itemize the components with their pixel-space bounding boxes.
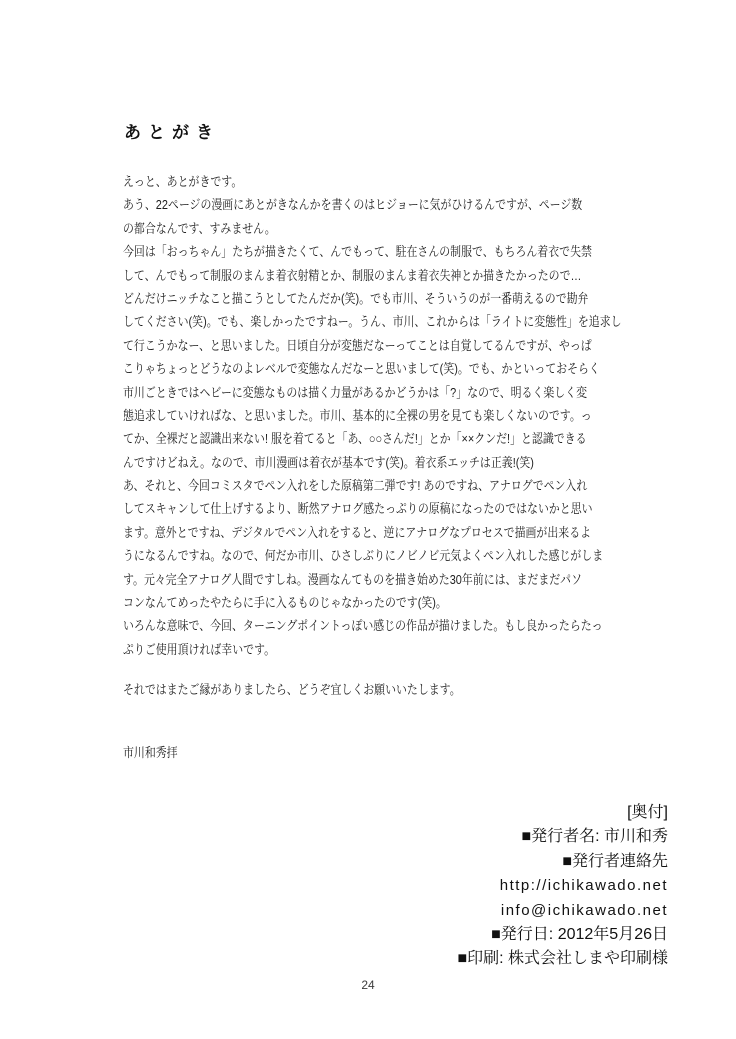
afterword-line: どんだけニッチなこと描こうとしてたんだか(笑)。でも市川、そういうのが一番萌えるので勘弁 bbox=[123, 290, 589, 306]
publisher-name: ■発行者名: 市川和秀 bbox=[521, 828, 668, 846]
afterword-text-block bbox=[123, 170, 644, 764]
afterword-line: 市川ごときではヘビーに変態なものは描く力量があるかどうかは「?」なので、明るく楽しく変 bbox=[123, 384, 588, 400]
afterword-line: 今回は「おっちゃん」たちが描きたくて、んでもって、駐在さんの制服で、もちろん着衣で失禁 bbox=[123, 244, 592, 260]
afterword-line: ぷりご使用頂ければ幸いです。 bbox=[123, 641, 276, 657]
afterword-line: えっと、あとがきです。 bbox=[123, 174, 243, 189]
afterword-line: うになるんですね。なので、何だか市川、ひさしぶりにノビノビ元気よくペン入れした感じがしま bbox=[123, 548, 604, 564]
website-url: http://ichikawado.net bbox=[499, 877, 668, 895]
afterword-line: あう、22ページの漫画にあとがきなんかを書くのはヒジョーに気がひけるんですが、ページ数 bbox=[123, 197, 583, 213]
colophon-heading: [奥付] bbox=[627, 804, 668, 821]
closing-line: それではまたご縁がありましたら、どうぞ宜しくお願いいたします。 bbox=[123, 682, 461, 698]
email-address: info@ichikawado.net bbox=[500, 901, 668, 919]
signature: 市川和秀拝 bbox=[123, 744, 178, 760]
publisher-contact-label: ■発行者連絡先 bbox=[562, 852, 668, 870]
afterword-line: てか、全裸だと認識出来ない! 服を着てると「あ、○○さんだ!」とか「××クンだ!」と認識できる bbox=[123, 431, 587, 447]
afterword-body bbox=[123, 170, 644, 661]
afterword-line: す。元々完全アナログ人間ですしね。漫画なんてものを描き始めた30年前には、まだまだパソ bbox=[123, 571, 582, 587]
afterword-line: してスキャンして仕上げするより、断然アナログ感たっぷりの原稿になったのではないかと思い bbox=[123, 501, 593, 517]
page-number: 24 bbox=[361, 978, 375, 992]
afterword-line: いろんな意味で、今回、ターニングポイントっぽい感じの作品が描けました。もし良かったらたっ bbox=[123, 618, 603, 634]
publish-date: ■発行日: 2012年5月26日 bbox=[491, 925, 668, 943]
afterword-line: してください(笑)。でも、楽しかったですねー。うん、市川、これからは「ライトに変態性」を追求し bbox=[123, 314, 622, 330]
printer-credit: ■印刷: 株式会社しまや印刷様 bbox=[457, 950, 668, 968]
afterword-line: んですけどねえ。なので、市川漫画は着衣が基本です(笑)。着衣系エッチは正義!(笑) bbox=[123, 454, 534, 470]
colophon bbox=[268, 801, 668, 972]
afterword-line: て行こうかなー、と思いました。日頃自分が変態だなーってことは自覚してるんですが、やっぱ bbox=[123, 337, 592, 353]
afterword-line: ます。意外とですね、デジタルでペン入れをすると、逆にアナログなプロセスで描画が出来るよ bbox=[123, 524, 592, 540]
page-title: あとがき bbox=[124, 123, 220, 142]
afterword-line: こりゃちょっとどうなのよレベルで変態なんだなーと思いまして(笑)。でも、かといっておそらく bbox=[123, 361, 600, 377]
afterword-line: 態追求していければな、と思いました。市川、基本的に全裸の男を見ても楽しくないのです。っ bbox=[123, 407, 592, 423]
afterword-line: して、んでもって制服のまんま着衣射精とか、制服のまんま着衣失神とか描きたかったので… bbox=[123, 267, 582, 283]
afterword-line: の都合なんです、すみません。 bbox=[123, 220, 276, 236]
afterword-line: あ、それと、今回コミスタでペン入れをした原稿第二弾です! あのですね、アナログでペン入れ bbox=[123, 478, 588, 494]
afterword-line: コンなんてめったやたらに手に入るものじゃなかったのです(笑)。 bbox=[123, 595, 447, 611]
